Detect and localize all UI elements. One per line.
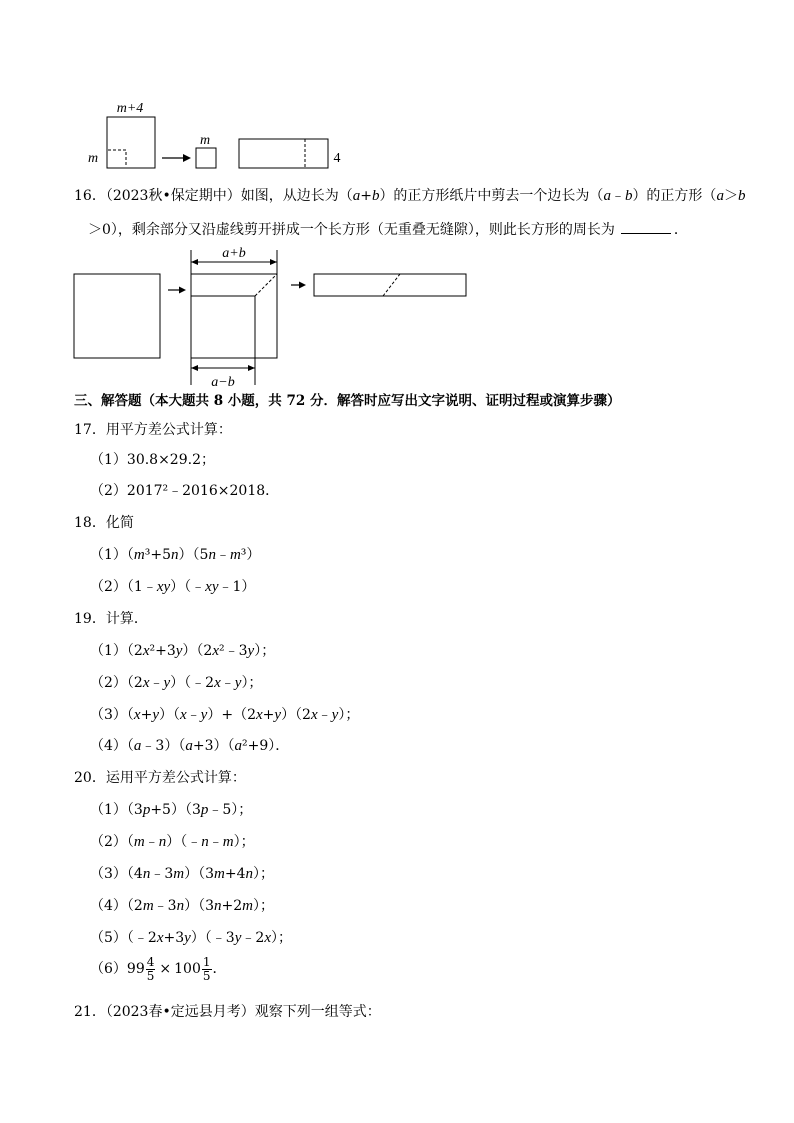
- math-variable: b: [371, 188, 380, 204]
- math-variable: n: [158, 834, 167, 850]
- math-variable: y: [200, 707, 208, 723]
- math-variable: m: [133, 834, 145, 850]
- math-variable: n: [142, 866, 151, 882]
- figure-16-arrow-1-head: [179, 287, 186, 294]
- math-variable: x: [133, 707, 141, 723]
- math-variable: y: [331, 707, 339, 723]
- question-17-item-2: （2）2017²﹣2016×2018．: [90, 483, 280, 499]
- math-variable: y: [175, 643, 183, 659]
- figure-16-dashed-diagonal: [255, 274, 277, 296]
- question-18-item-1: （1）（m³+5n）（5n﹣m³）: [90, 547, 261, 563]
- math-variable: y: [211, 579, 219, 595]
- math-variable: n: [214, 898, 222, 914]
- fraction-2-denominator: 5: [202, 968, 211, 983]
- math-variable: x: [214, 675, 221, 691]
- question-16-text: ＞0），剩余部分又沿虚线剪开拼成一个长方形（无重叠无缝隙），则此长方形的周长为: [88, 222, 615, 238]
- question-19-item-4: （4）（a﹣3）（a+3）（a²+9）．: [90, 738, 290, 754]
- figure-16-top-dimension-label: a+b: [222, 246, 246, 261]
- question-17-item-1: （1）30.8×29.2；: [90, 452, 215, 468]
- figure-16: [70, 243, 475, 391]
- math-variable: x: [180, 707, 187, 723]
- times-operator: ×: [159, 961, 172, 977]
- mixed-number-1-fraction: [146, 956, 156, 983]
- figure-16-top-dimension-left-head: [191, 259, 198, 265]
- fraction-2-numerator: 1: [202, 954, 211, 969]
- figure-15-arrow-head: [183, 154, 191, 162]
- mixed-number-2-whole: 100: [174, 961, 201, 977]
- math-variable: a: [352, 188, 361, 204]
- answer-blank: [621, 219, 671, 234]
- math-variable: m: [242, 898, 253, 914]
- math-variable: m: [222, 834, 234, 850]
- figure-15-small-label: m: [199, 133, 211, 148]
- math-variable: m: [142, 898, 154, 914]
- math-variable: y: [163, 675, 171, 691]
- question-20-stem: 20．运用平方差公式计算：: [74, 770, 246, 786]
- math-variable: p: [200, 802, 209, 818]
- question-20-item-6: [90, 954, 227, 984]
- figure-15: [80, 95, 350, 175]
- math-variable: y: [234, 675, 242, 691]
- question-21-stem: 21．（2023春•定远县月考）观察下列一组等式：: [74, 1004, 381, 1020]
- math-variable: x: [264, 930, 271, 946]
- math-variable: b: [624, 188, 633, 204]
- math-variable: a: [185, 738, 193, 754]
- section-3-heading: 三、解答题（本大题共 8 小题，共 72 分．解答时应写出文字说明、证明过程或演算步骤）: [74, 393, 621, 409]
- math-variable: m: [214, 866, 225, 882]
- figure-15-right-label: 4: [333, 151, 341, 166]
- question-20-item-1: （1）（3p+5）（3p﹣5）；: [90, 802, 253, 818]
- question-18-item-2: （2）（1﹣xy）（﹣xy﹣1）: [90, 579, 256, 595]
- figure-16-cut-square: [191, 274, 277, 358]
- figure-15-top-label: m+4: [116, 101, 144, 116]
- math-variable: y: [247, 643, 255, 659]
- math-variable: m: [133, 547, 145, 563]
- figure-16-original-square: [74, 274, 160, 358]
- figure-15-large-square: [107, 117, 155, 168]
- figure-16-bottom-dimension-right-head: [248, 365, 255, 371]
- question-16-line-1: 16．（2023秋•保定期中）如图，从边长为（a+b）的正方形纸片中剪去一个边长为（a﹣b）的正方形（a＞b: [74, 188, 746, 204]
- figure-15-small-square: [196, 148, 216, 168]
- question-20-item-3: （3）（4n﹣3m）（3m+4n）；: [90, 866, 274, 882]
- figure-15-rectangle: [239, 139, 328, 168]
- math-variable: a: [603, 188, 611, 204]
- figure-16-arrow-2-head: [299, 282, 306, 289]
- question-17-stem: 17．用平方差公式计算：: [74, 422, 232, 438]
- math-variable: a: [716, 188, 724, 204]
- math-variable: x: [156, 930, 164, 946]
- question-16-end: ．: [673, 222, 688, 238]
- item-6-label: （6）: [90, 961, 127, 977]
- math-variable: a: [234, 738, 242, 754]
- question-16-line-2: [88, 219, 688, 239]
- math-variable: y: [234, 930, 242, 946]
- math-variable: x: [205, 579, 212, 595]
- figure-16-bottom-dimension-left-head: [191, 365, 198, 371]
- math-variable: x: [212, 643, 220, 659]
- figure-16-top-dimension-right-head: [270, 259, 277, 265]
- math-variable: x: [142, 643, 150, 659]
- math-variable: n: [171, 547, 179, 563]
- figure-16-rectangle-dashed-diagonal: [383, 274, 400, 296]
- question-19-item-1: （1）（2x²+3y）（2x²﹣3y）；: [90, 643, 276, 659]
- math-variable: n: [208, 547, 216, 563]
- math-variable: n: [176, 898, 185, 914]
- math-variable: x: [255, 707, 263, 723]
- item-6-end: ．: [212, 961, 227, 977]
- math-variable: x: [142, 675, 150, 691]
- math-variable: x: [310, 707, 318, 723]
- math-variable: n: [201, 834, 209, 850]
- math-variable: y: [152, 707, 159, 723]
- question-19-item-3: （3）（x+y）（x﹣y）+（2x+y）（2x﹣y）；: [90, 707, 360, 723]
- math-variable: n: [245, 866, 253, 882]
- fraction-1-denominator: 5: [146, 968, 155, 983]
- math-variable: y: [163, 579, 171, 595]
- math-variable: p: [142, 802, 151, 818]
- question-20-item-4: （4）（2m﹣3n）（3n+2m）；: [90, 898, 274, 914]
- math-variable: m: [229, 547, 241, 563]
- figure-15-dashed-cut: [108, 150, 126, 167]
- math-variable: m: [173, 866, 185, 882]
- figure-16-long-rectangle: [314, 274, 466, 296]
- figure-16-bottom-dimension-label: a−b: [211, 375, 235, 390]
- fraction-1-numerator: 4: [146, 954, 155, 969]
- figure-15-left-label: m: [87, 151, 99, 166]
- mixed-number-2-fraction: [202, 956, 212, 983]
- question-20-item-2: （2）（m﹣n）（﹣n﹣m）；: [90, 834, 255, 850]
- math-variable: y: [184, 930, 191, 946]
- question-19-stem: 19．计算．: [74, 611, 148, 627]
- math-variable: a: [133, 738, 142, 754]
- math-variable: x: [156, 579, 164, 595]
- question-18-stem: 18．化简: [74, 515, 134, 531]
- question-19-item-2: （2）（2x﹣y）（﹣2x﹣y）；: [90, 675, 263, 691]
- math-variable: b: [737, 188, 746, 204]
- math-variable: y: [274, 707, 282, 723]
- question-20-item-5: （5）（﹣2x+3y）（﹣3y﹣2x）；: [90, 930, 292, 946]
- mixed-number-1-whole: 99: [126, 961, 145, 977]
